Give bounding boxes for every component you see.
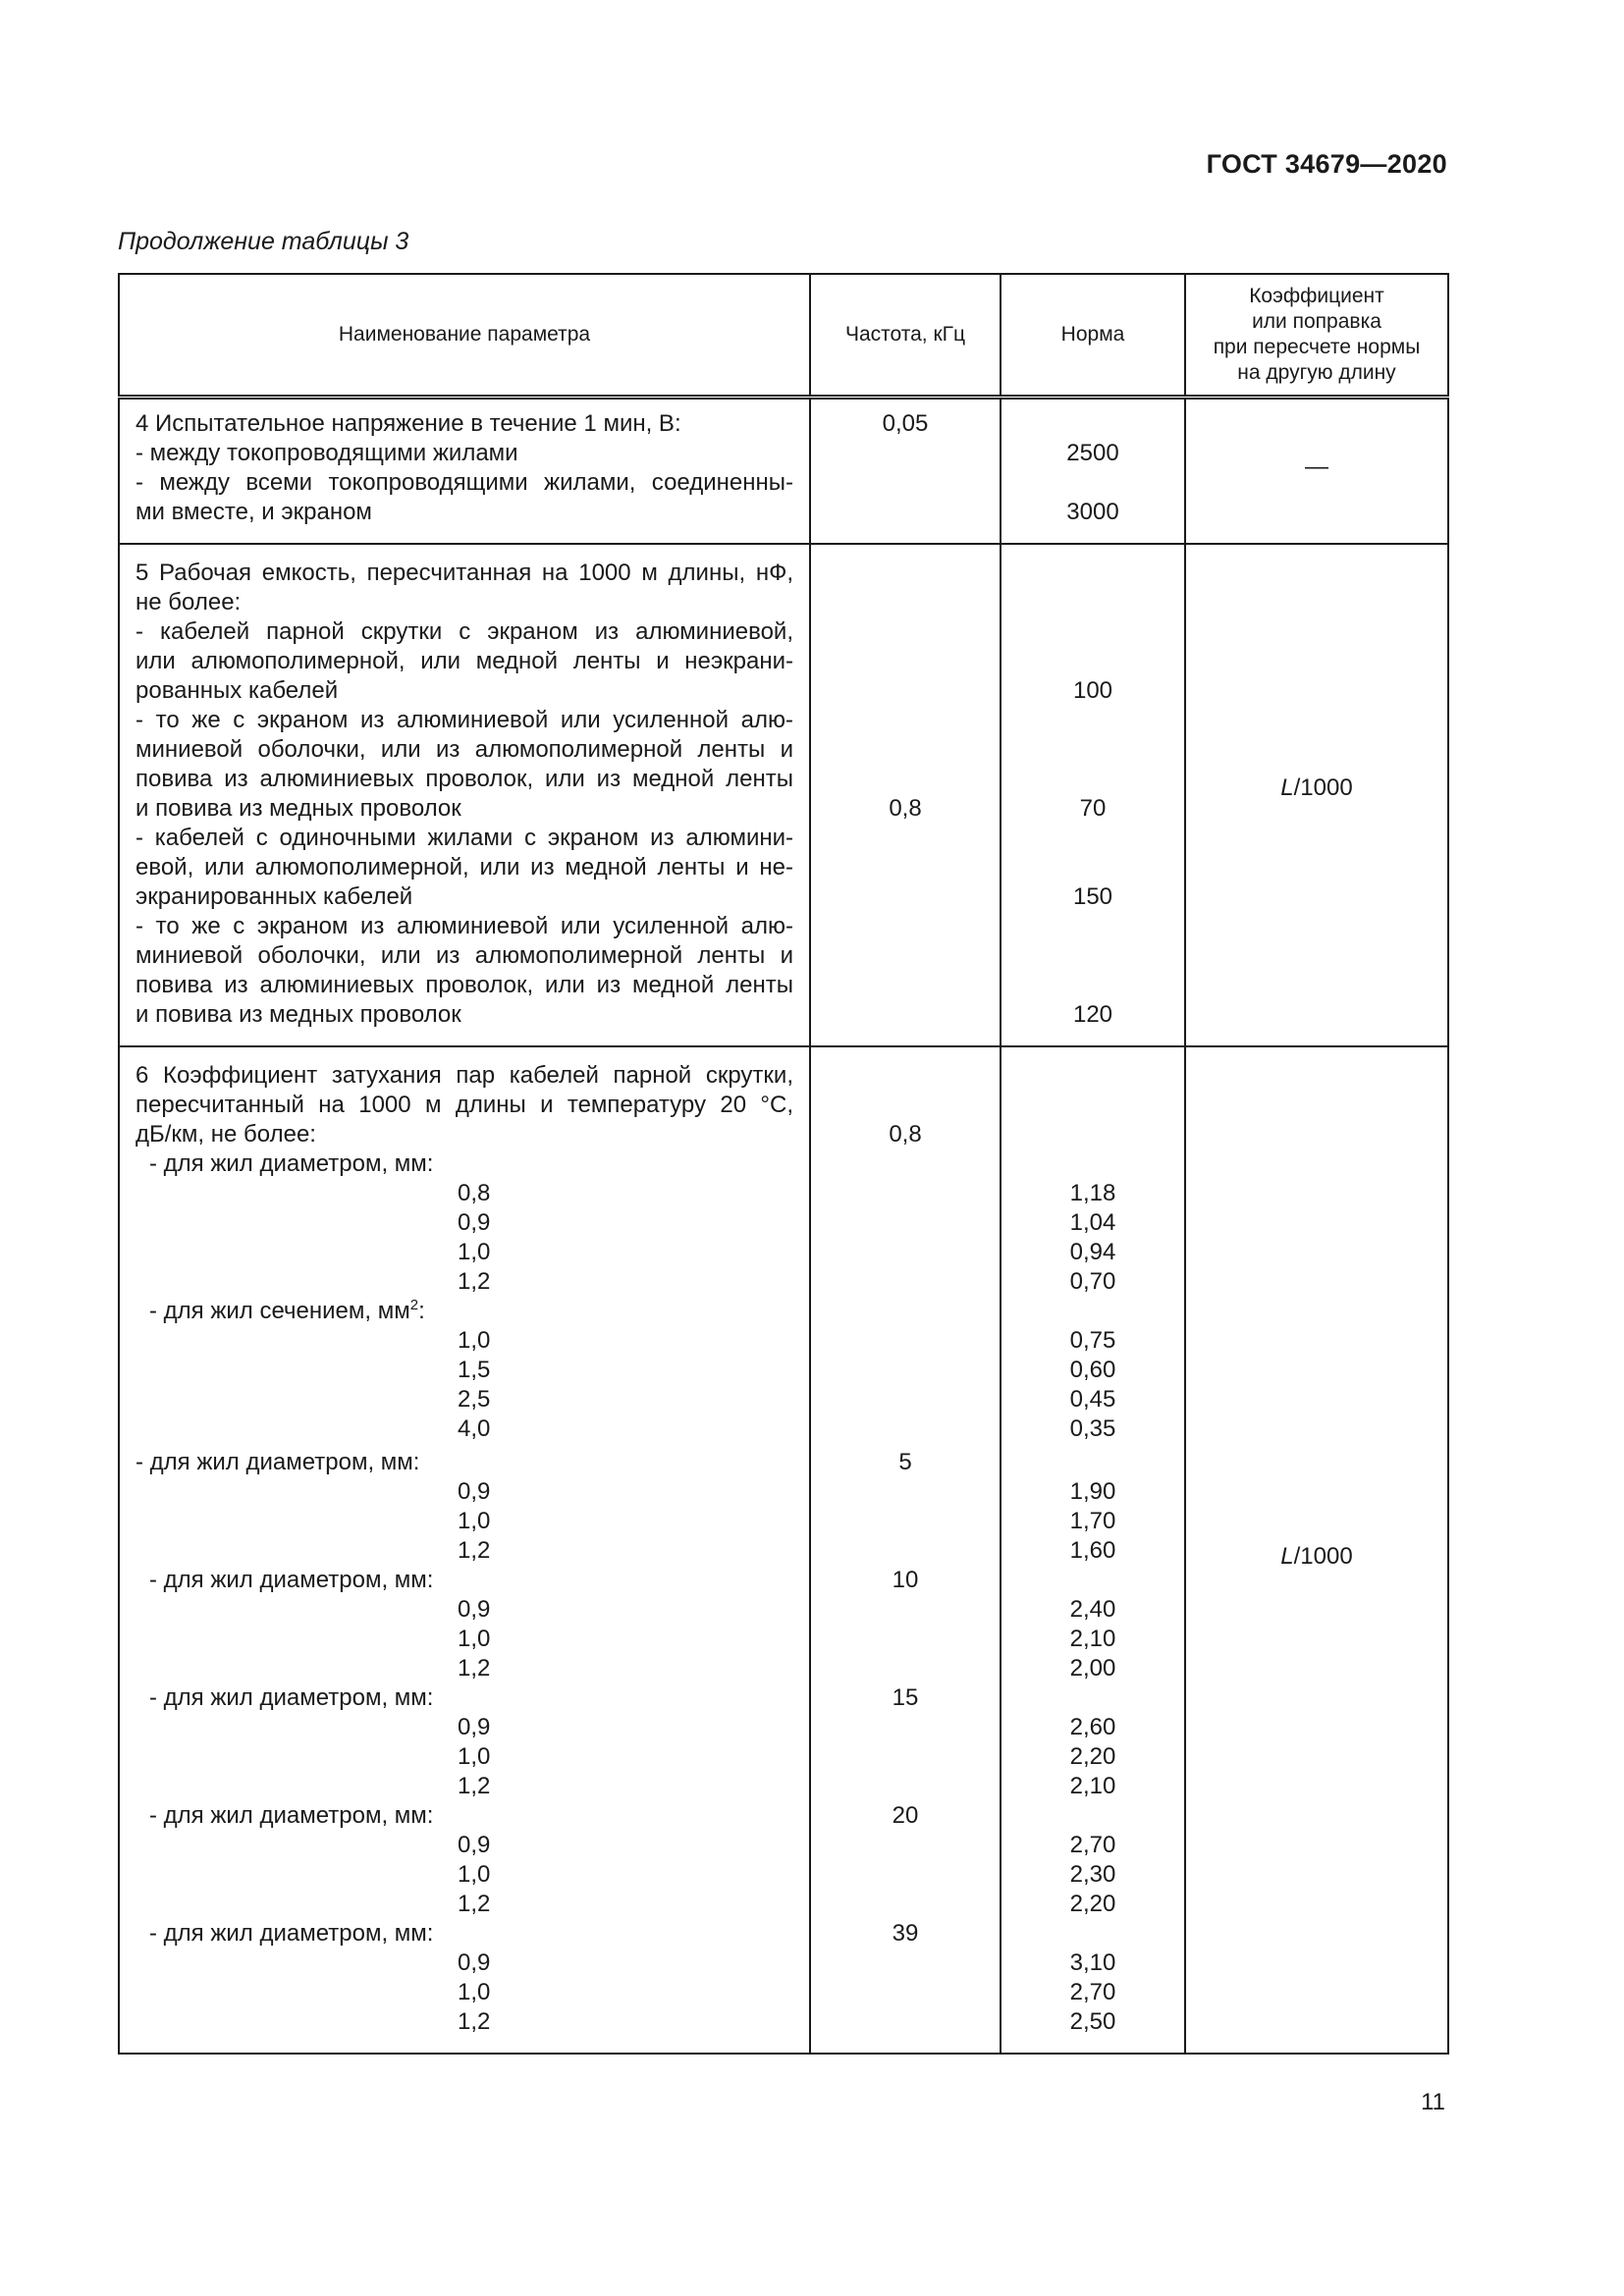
size-value: 1,0: [458, 1743, 491, 1770]
norm-value: 2,00: [1069, 1655, 1116, 1682]
row4-norm: [1001, 398, 1185, 545]
norm-value: 2,10: [1069, 1773, 1116, 1799]
header-coef-line: на другую длину: [1237, 361, 1396, 384]
size-value: 1,0: [458, 1979, 491, 2005]
row5-coef-value: [1186, 774, 1447, 803]
coef-divisor: /1000: [1293, 774, 1353, 801]
norm-value: 0,60: [1069, 1357, 1116, 1383]
size-value: 0,9: [458, 1949, 491, 1976]
row4-norm-value: 3000: [1066, 499, 1119, 525]
size-value: 1,2: [458, 2008, 491, 2035]
size-value: 1,2: [458, 1773, 491, 1799]
freq-value: 20: [892, 1802, 919, 1829]
row4-line: - между токопроводящими жилами: [135, 440, 518, 466]
size-value: 4,0: [458, 1415, 491, 1442]
row6-subhead: - для жил диаметром, мм:: [135, 1449, 420, 1475]
size-value: 1,0: [458, 1239, 491, 1265]
row6-line: 6 Коэффициент затухания пар кабелей парной скрутки,: [135, 1062, 793, 1089]
row5-line: 5 Рабочая емкость, пересчитанная на 1000 м длины, нФ,: [135, 560, 793, 586]
table-caption: Продолжение таблицы 3: [118, 228, 409, 255]
size-value: 0,9: [458, 1832, 491, 1858]
norm-value: 3,10: [1069, 1949, 1116, 1976]
size-value: 1,0: [458, 1327, 491, 1354]
standard-code: ГОСТ 34679—2020: [1206, 149, 1447, 179]
row5-line: и повива из медных проволок: [135, 795, 461, 822]
row4-freq-value: 0,05: [882, 410, 929, 437]
row5-line: миниевой оболочки, или из алюмополимерной ленты и: [135, 942, 793, 969]
norm-value: 1,18: [1069, 1180, 1116, 1206]
row5-norm: [1001, 544, 1185, 1046]
sect-end: :: [418, 1298, 425, 1324]
freq-value: 0,8: [889, 1121, 922, 1148]
freq-value: 10: [892, 1567, 919, 1593]
norm-value: 1,70: [1069, 1508, 1116, 1534]
size-value: 2,5: [458, 1386, 491, 1413]
row5-line: - кабелей с одиночными жилами с экраном из алюмини-: [135, 825, 793, 851]
row6-subhead: - для жил диаметром, мм:: [149, 1802, 434, 1829]
row5-freq: [810, 544, 1001, 1046]
table-row-5: [119, 544, 1448, 1046]
size-value: 1,5: [458, 1357, 491, 1383]
size-value: 0,9: [458, 1596, 491, 1623]
norm-value: 1,90: [1069, 1478, 1116, 1505]
row4-line: ми вместе, и экраном: [135, 499, 372, 525]
parameters-table: [118, 273, 1449, 2055]
row6-coef: [1185, 1046, 1448, 2054]
sect-label: - для жил сечением, мм: [149, 1298, 410, 1324]
header-coef-line: Коэффициент: [1249, 285, 1384, 307]
header-norm: Норма: [1001, 274, 1185, 398]
norm-value: 0,75: [1069, 1327, 1116, 1354]
norm-value: 2,60: [1069, 1714, 1116, 1740]
header-freq: Частота, кГц: [810, 274, 1001, 398]
freq-value: 15: [892, 1684, 919, 1711]
size-value: 1,2: [458, 1891, 491, 1917]
norm-value: 0,45: [1069, 1386, 1116, 1413]
row6-subhead: - для жил диаметром, мм:: [149, 1920, 434, 1947]
row6-subhead: - для жил диаметром, мм:: [149, 1150, 434, 1177]
row5-line: евой, или алюмополимерной, или из медной ленты и не-: [135, 854, 793, 881]
header-coef-line: или поправка: [1252, 310, 1381, 333]
row5-line: - кабелей парной скрутки с экраном из алюминиевой,: [135, 618, 793, 645]
norm-value: 1,04: [1069, 1209, 1116, 1236]
norm-value: 2,20: [1069, 1743, 1116, 1770]
row6-subhead: - для жил диаметром, мм:: [149, 1567, 434, 1593]
row6-line: пересчитанный на 1000 м длины и температуру 20 °С,: [135, 1092, 793, 1118]
row4-norm-value: 2500: [1066, 440, 1119, 466]
row5-line: рованных кабелей: [135, 677, 339, 704]
header-coef-line: при пересчете нормы: [1213, 336, 1421, 358]
row5-line: и повива из медных проволок: [135, 1001, 461, 1028]
norm-value: 2,10: [1069, 1626, 1116, 1652]
row5-line: миниевой оболочки, или из алюмополимерной ленты и: [135, 736, 793, 763]
norm-value: 2,70: [1069, 1979, 1116, 2005]
norm-value: 2,50: [1069, 2008, 1116, 2035]
length-variable: L: [1280, 1543, 1294, 1570]
row5-norm-value: 120: [1072, 1001, 1113, 1028]
row6-line: дБ/км, не более:: [135, 1121, 316, 1148]
row5-line: экранированных кабелей: [135, 883, 413, 910]
sect-sup: 2: [409, 1297, 419, 1313]
table-header-row: [119, 274, 1448, 398]
row6-subhead: [135, 1297, 793, 1326]
row5-freq-value: 0,8: [889, 795, 922, 822]
norm-value: 1,60: [1069, 1537, 1116, 1564]
size-value: 0,9: [458, 1209, 491, 1236]
size-value: 1,0: [458, 1861, 491, 1888]
row6-subhead: - для жил диаметром, мм:: [149, 1684, 434, 1711]
row6-norm: [1001, 1046, 1185, 2054]
row4-coef: [1185, 398, 1448, 545]
header-coef: [1185, 274, 1448, 398]
norm-value: 2,30: [1069, 1861, 1116, 1888]
row5-line: - то же с экраном из алюминиевой или усиленной алю-: [135, 913, 793, 939]
row5-norm-value: 100: [1072, 677, 1113, 704]
row6-coef-value: [1186, 1542, 1447, 1572]
row5-line: повива из алюминиевых проволок, или из медной ленты: [135, 766, 793, 792]
page-number: 11: [1421, 2089, 1445, 2115]
norm-value: 2,20: [1069, 1891, 1116, 1917]
size-value: 1,2: [458, 1655, 491, 1682]
norm-value: 2,40: [1069, 1596, 1116, 1623]
header-param: Наименование параметра: [119, 274, 810, 398]
row4-param: [119, 398, 810, 545]
length-variable: L: [1280, 774, 1294, 801]
size-value: 1,2: [458, 1537, 491, 1564]
freq-value: 5: [898, 1449, 912, 1475]
row4-freq: [810, 398, 1001, 545]
size-value: 1,0: [458, 1508, 491, 1534]
norm-value: 0,35: [1069, 1415, 1116, 1442]
norm-value: 0,70: [1069, 1268, 1116, 1295]
coef-divisor: /1000: [1293, 1543, 1353, 1570]
table-row-6: [119, 1046, 1448, 2054]
norm-value: 2,70: [1069, 1832, 1116, 1858]
row6-freq: [810, 1046, 1001, 2054]
row4-coef-value: —: [1305, 454, 1328, 480]
row5-coef: [1185, 544, 1448, 1046]
size-value: 0,8: [458, 1180, 491, 1206]
size-value: 1,2: [458, 1268, 491, 1295]
norm-value: 0,94: [1069, 1239, 1116, 1265]
row6-param: [119, 1046, 810, 2054]
row5-norm-value: 150: [1072, 883, 1113, 910]
freq-value: 39: [892, 1920, 919, 1947]
size-value: 0,9: [458, 1714, 491, 1740]
row5-line: повива из алюминиевых проволок, или из медной ленты: [135, 972, 793, 998]
row4-line: - между всеми токопроводящими жилами, соединенны-: [135, 469, 793, 496]
row5-param: [119, 544, 810, 1046]
table-row-4: [119, 398, 1448, 545]
size-value: 0,9: [458, 1478, 491, 1505]
row5-line: или алюмополимерной, или медной ленты и неэкрани-: [135, 648, 793, 674]
row5-line: не более:: [135, 589, 242, 615]
row5-line: - то же с экраном из алюминиевой или усиленной алю-: [135, 707, 793, 733]
row5-norm-value: 70: [1079, 795, 1107, 822]
size-value: 1,0: [458, 1626, 491, 1652]
row4-line: 4 Испытательное напряжение в течение 1 мин, В:: [135, 410, 681, 437]
